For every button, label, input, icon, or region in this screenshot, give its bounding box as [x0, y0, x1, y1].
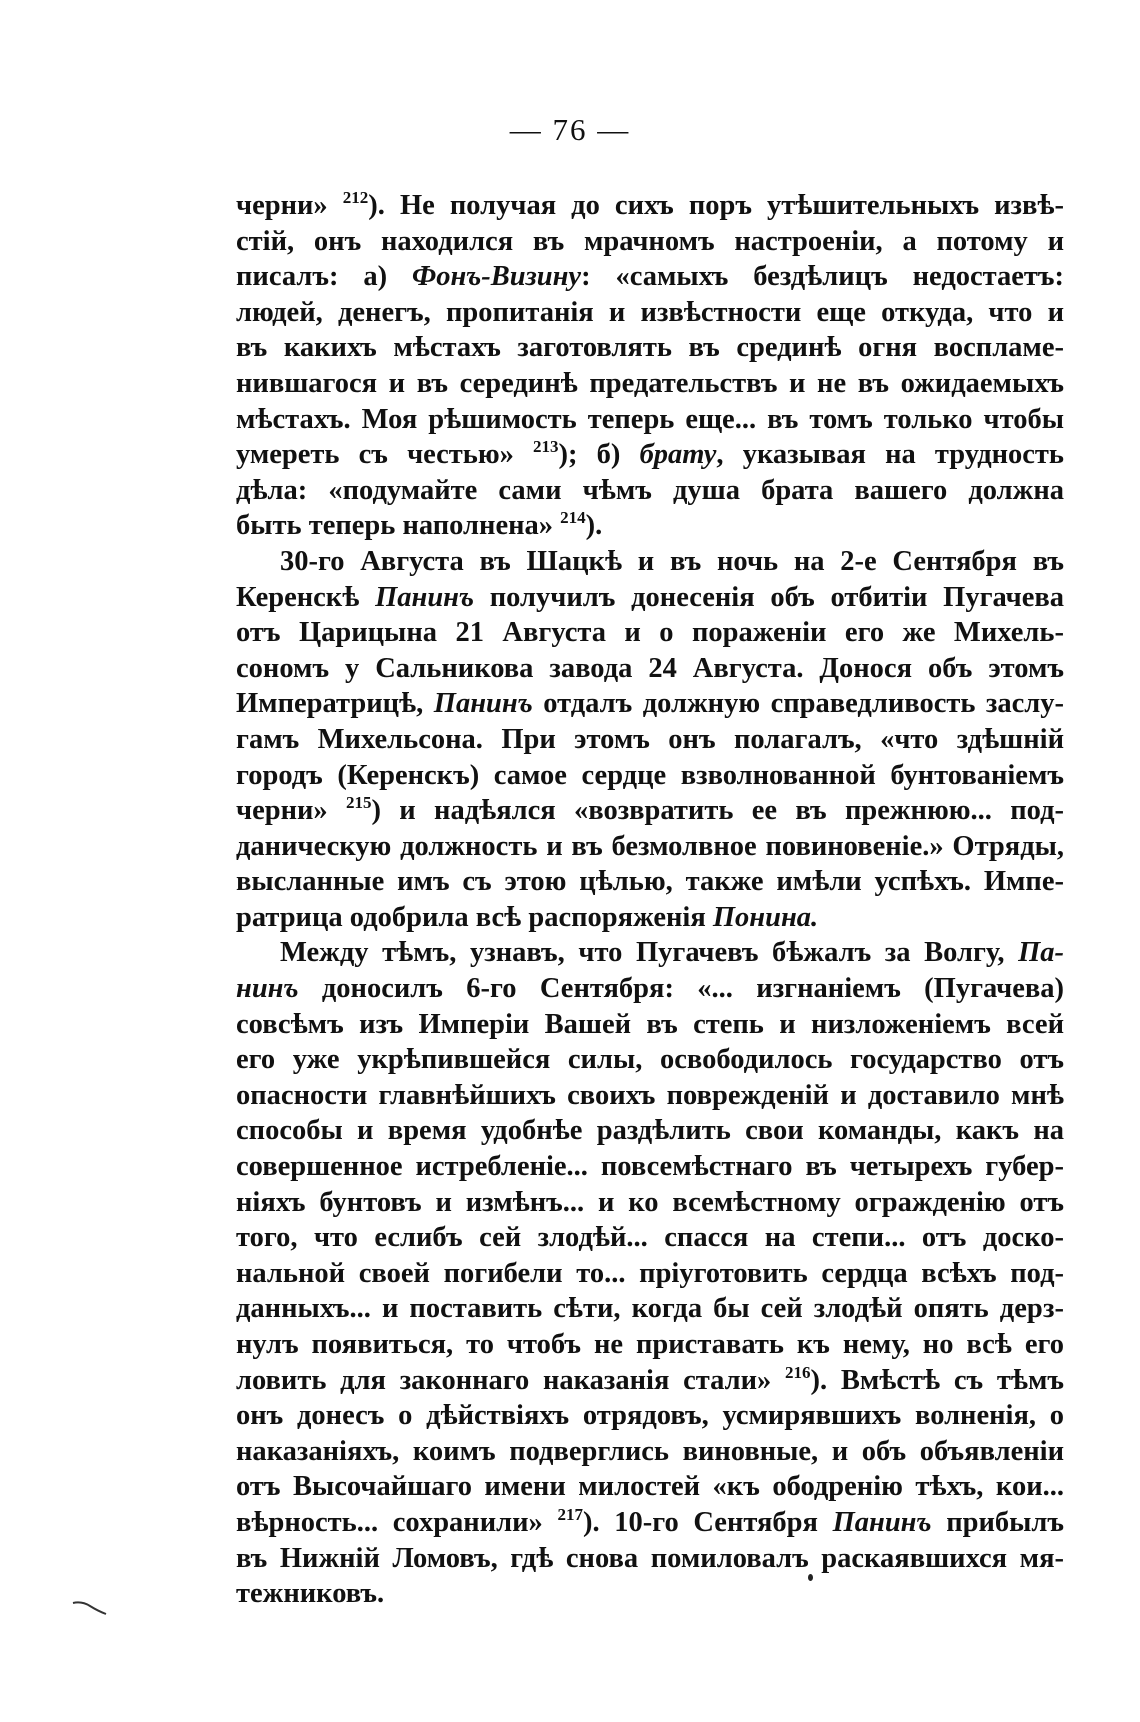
text-line [236, 224, 1064, 260]
text-line [236, 758, 1064, 794]
text-run: доносилъ 6-го Сентября: «... изгнаніемъ (Пугачева) [298, 973, 1064, 1005]
text-line [236, 615, 1064, 651]
text-run: даническую должность и въ безмолвное повиновеніе.» Отряды, [236, 830, 1064, 862]
text-line [236, 1398, 1064, 1434]
text-line [236, 900, 1064, 936]
text-line [236, 188, 1064, 224]
text-run: черни» [236, 795, 346, 827]
text-run: нулъ появиться, то чтобъ не приставать къ нему, но всѣ его [236, 1329, 1064, 1360]
text-line [236, 722, 1064, 758]
paragraph [236, 188, 1064, 544]
text-run: нальной своей погибели то... пріуготовить сердца всѣхъ под- [236, 1257, 1064, 1289]
text-run: ніяхъ бунтовъ и измѣнъ... и ко всемѣстному огражденію отъ [236, 1186, 1064, 1218]
footnote-ref: 216 [785, 1362, 811, 1382]
text-line [236, 1185, 1064, 1221]
text-run: онъ донесъ о дѣйствіяхъ отрядовъ, усмирявшихъ волненія, о [236, 1400, 1064, 1432]
text-line [236, 330, 1064, 366]
text-run: , указывая на трудность [716, 439, 1065, 471]
text-line [236, 935, 1064, 971]
text-run: ). Вмѣстѣ съ тѣмъ [810, 1364, 1065, 1396]
text-run: ). 10-го Сентября [582, 1506, 833, 1538]
footnote-ref: 217 [557, 1504, 583, 1524]
text-line [236, 1078, 1064, 1114]
footnote-ref: 212 [342, 188, 369, 207]
text-line [236, 366, 1064, 402]
text-run: Императрицѣ, [236, 688, 434, 720]
italic-name: нинъ [236, 973, 299, 1005]
text-line [236, 1042, 1064, 1078]
text-run: данныхъ... и поставить сѣти, когда бы сей злодѣй опять дерз- [236, 1293, 1064, 1325]
page-number: — 76 — [509, 112, 631, 147]
text-line [236, 793, 1064, 829]
text-run: 30-го Августа въ Шацкѣ и въ ночь на 2-е Сентября въ [280, 545, 1064, 577]
text-run: въ Нижній Ломовъ, гдѣ снова помиловалъ раскаявшихся мя- [236, 1542, 1064, 1574]
italic-name: Фонъ-Визину [411, 261, 582, 293]
text-run: въ какихъ мѣстахъ заготовлять въ срединѣ огня воспламе- [236, 332, 1064, 364]
italic-name: Панинъ [375, 581, 475, 613]
text-run: людей, денегъ, пропитанія и извѣстности еще откуда, что и [236, 296, 1064, 328]
text-run: ). Не получая до сихъ поръ утѣшительныхъ извѣ- [368, 190, 1064, 221]
text-line [236, 1007, 1064, 1043]
text-run: Между тѣмъ, узнавъ, что Пугачевъ бѣжалъ за Волгу, [280, 937, 1019, 969]
text-line [236, 1256, 1064, 1292]
text-run: прибылъ [931, 1506, 1064, 1538]
text-line [236, 829, 1064, 865]
text-line [236, 580, 1064, 616]
text-run: стій, онъ находился въ мрачномъ настроеніи, а потому и [236, 225, 1064, 257]
text-line [236, 1327, 1064, 1363]
paragraph [236, 935, 1064, 1611]
text-run: высланные имъ съ этою цѣлью, также имѣли успѣхъ. Импе- [236, 866, 1064, 898]
text-run: его уже укрѣпившейся силы, освободилось государство отъ [236, 1044, 1064, 1076]
text-run: : «самыхъ бездѣлицъ недостаетъ: [581, 261, 1064, 293]
text-run: отдалъ должную справедливость заслу- [532, 688, 1064, 720]
text-run: писалъ: а) [236, 261, 412, 293]
text-line [236, 295, 1064, 331]
text-line [236, 651, 1064, 687]
italic-name: брату [639, 439, 717, 471]
text-run: умереть съ честью» [236, 439, 534, 471]
text-line [236, 1469, 1064, 1505]
text-line [236, 544, 1064, 580]
ink-dot [808, 1574, 813, 1581]
italic-name: Понина. [712, 901, 819, 933]
text-run: ); б) [558, 439, 640, 471]
text-run: совершенное истребленіе... повсемѣстнаго въ четырехъ губер- [236, 1151, 1064, 1183]
text-line [236, 1541, 1064, 1577]
footnote-ref: 214 [560, 508, 586, 528]
text-run: Керенскѣ [236, 581, 376, 613]
text-line [236, 473, 1064, 509]
text-run: ратрица одобрила всѣ распоряженія [236, 901, 713, 933]
text-run: отъ Высочайшаго имени милостей «къ ободренію тѣхъ, кои... [236, 1471, 1064, 1503]
text-run: мѣстахъ. Моя рѣшимость теперь еще... въ томъ только чтобы [236, 403, 1064, 435]
text-run: городъ (Керенскъ) самое сердце взволнованной бунтованіемъ [236, 759, 1064, 791]
text-run: ). [585, 510, 603, 542]
text-line [236, 402, 1064, 438]
text-run: отъ Царицына 21 Августа и о пораженіи его же Михель- [236, 617, 1064, 649]
text-line [236, 1363, 1064, 1399]
text-run: опасности главнѣйшихъ своихъ поврежденій и доставило мнѣ [236, 1079, 1064, 1111]
italic-name: Панинъ [832, 1506, 932, 1538]
text-run: ловить для законнаго наказанія стали» [236, 1364, 786, 1396]
text-line [236, 971, 1064, 1007]
body-text [236, 188, 1064, 1612]
ink-stroke-mark [72, 1600, 108, 1616]
text-line [236, 1291, 1064, 1327]
text-line [236, 1505, 1064, 1541]
text-line [236, 259, 1064, 295]
footnote-ref: 213 [533, 437, 559, 457]
text-line [236, 508, 1064, 544]
text-run: сономъ у Сальникова завода 24 Августа. Донося объ этомъ [236, 652, 1064, 684]
text-run: того, что еслибъ сей злодѣй... спасся на степи... отъ доско- [236, 1222, 1064, 1254]
paragraph [236, 544, 1064, 936]
text-run: ) и надѣялся «возвратить ее въ прежнюю... под- [371, 795, 1064, 827]
text-line [236, 686, 1064, 722]
text-line [236, 1113, 1064, 1149]
text-line [236, 1576, 1064, 1612]
text-line [236, 1434, 1064, 1470]
text-line [236, 437, 1064, 473]
text-run: наказаніяхъ, коимъ подверглись виновные, и объ объявленіи [236, 1435, 1064, 1467]
text-run: совсѣмъ изъ Имперіи Вашей въ степь и низложеніемъ всей [236, 1008, 1064, 1040]
text-run: получилъ донесенія объ отбитіи Пугачева [474, 581, 1064, 613]
text-run: гамъ Михельсона. При этомъ онъ полагалъ, «что здѣшній [236, 723, 1064, 755]
italic-name: Панинъ [433, 688, 533, 720]
text-run: быть теперь наполнена» [236, 510, 561, 542]
footnote-ref: 215 [345, 793, 372, 813]
text-run: вѣрность... сохранили» [236, 1506, 558, 1538]
text-line [236, 1220, 1064, 1256]
italic-name: Па- [1018, 937, 1064, 969]
text-run: способы и время удобнѣе раздѣлить свои команды, какъ на [236, 1115, 1064, 1147]
text-run: тежниковъ. [236, 1578, 385, 1610]
text-line [236, 1149, 1064, 1185]
text-run: нившагося и въ серединѣ предательствъ и не въ ожидаемыхъ [236, 367, 1064, 399]
text-run: дѣла: «подумайте сами чѣмъ душа брата вашего должна [236, 474, 1064, 506]
text-line [236, 864, 1064, 900]
text-run: черни» [236, 190, 343, 221]
